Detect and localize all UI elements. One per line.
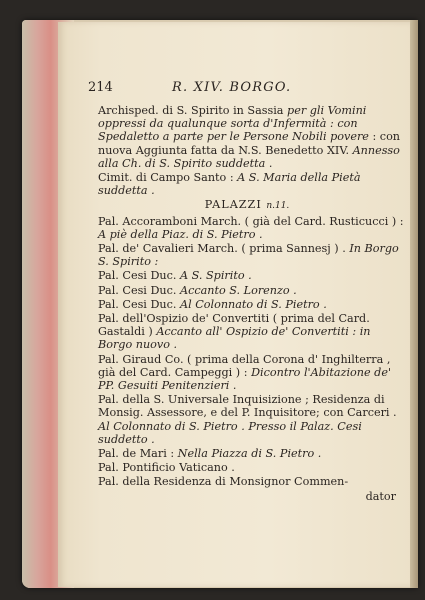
entry-italic: Al Colonnato di S. Pietro . Presso il Palaz. Cesi suddetto . bbox=[98, 419, 362, 446]
section-count: n.11. bbox=[266, 201, 290, 212]
list-item bbox=[88, 104, 406, 170]
list-item bbox=[88, 215, 406, 241]
list-item bbox=[88, 475, 406, 488]
list-item bbox=[88, 284, 406, 297]
entry-roman: Pal. della Residenza di Monsignor Commen- bbox=[98, 475, 349, 489]
section-heading bbox=[88, 198, 406, 213]
entry-italic: A S. Maria della Pietà suddetta . bbox=[98, 171, 361, 198]
entries-list bbox=[88, 104, 406, 197]
entry-roman: Pal. Giraud Co. ( prima della Corona d' Inghilterra , già del Card. Campeggi ) : bbox=[98, 352, 391, 379]
list-item bbox=[88, 242, 406, 268]
entry-italic2: Annesso alla Ch. di S. Spirito suddetta . bbox=[98, 143, 400, 170]
entry-roman: Pal. Pontificio Vaticano . bbox=[98, 461, 235, 475]
entry-roman: Pal. Accoramboni March. ( già del Card. Rusticucci ) : bbox=[98, 214, 404, 228]
page-body bbox=[88, 104, 406, 503]
palazzi-list bbox=[88, 215, 406, 489]
entry-italic: In Borgo S. Spirito : bbox=[98, 242, 399, 269]
list-item bbox=[88, 171, 406, 197]
entry-italic: Accanto all' Ospizio de' Convertiti : in Borgo nuovo . bbox=[98, 325, 371, 352]
entry-roman: Pal. Cesi Duc. bbox=[98, 269, 180, 283]
entry-italic: A S. Spirito . bbox=[180, 269, 252, 283]
list-item bbox=[88, 393, 406, 446]
list-item bbox=[88, 447, 406, 460]
page-right-edge bbox=[410, 20, 418, 588]
entry-italic: A piè della Piaz. di S. Pietro . bbox=[98, 227, 263, 241]
running-title: R. XIV. BORGO. bbox=[172, 80, 292, 95]
list-item bbox=[88, 269, 406, 282]
entry-italic: per gli Vomini oppressi da qualunque sorta d'Infermità : con Spedaletto a parte per le Persone Nobili povere bbox=[98, 104, 369, 144]
entry-roman: Pal. della S. Universale Inquisizione ; Residenza di Monsig. Assessore, e del P. Inquisitore; con Carceri . bbox=[98, 393, 397, 420]
entry-roman: Pal. de Mari : bbox=[98, 447, 178, 461]
entry-rest: : con nuova Aggiunta fatta da N.S. Benedetto XIV. bbox=[98, 130, 401, 157]
section-title: PALAZZI bbox=[204, 198, 262, 212]
entry-roman: Pal. Cesi Duc. bbox=[98, 297, 180, 311]
page-number: 214 bbox=[88, 80, 113, 95]
catchword: dator bbox=[365, 489, 396, 503]
entry-italic: Dicontro l'Abitazione de' PP. Gesuiti Penitenzieri . bbox=[98, 365, 392, 393]
list-item bbox=[88, 298, 406, 311]
entry-roman: Cimit. di Campo Santo : bbox=[98, 171, 238, 185]
entry-roman: Pal. dell'Ospizio de' Convertiti ( prima del Card. Gastaldi ) bbox=[98, 312, 370, 339]
entry-roman: Pal. Cesi Duc. bbox=[98, 283, 180, 297]
list-item bbox=[88, 461, 406, 474]
list-item bbox=[88, 353, 406, 393]
entry-roman: Pal. de' Cavalieri March. ( prima Sannesj ) . bbox=[98, 242, 350, 256]
entry-roman: Archisped. di S. Spirito in Sassia bbox=[98, 104, 288, 117]
entry-italic: Accanto S. Lorenzo . bbox=[180, 283, 297, 297]
entry-italic: Nella Piazza di S. Pietro . bbox=[177, 447, 322, 461]
page-header bbox=[88, 80, 404, 96]
entry-italic: Al Colonnato di S. Pietro . bbox=[180, 297, 327, 311]
list-item bbox=[88, 312, 406, 352]
